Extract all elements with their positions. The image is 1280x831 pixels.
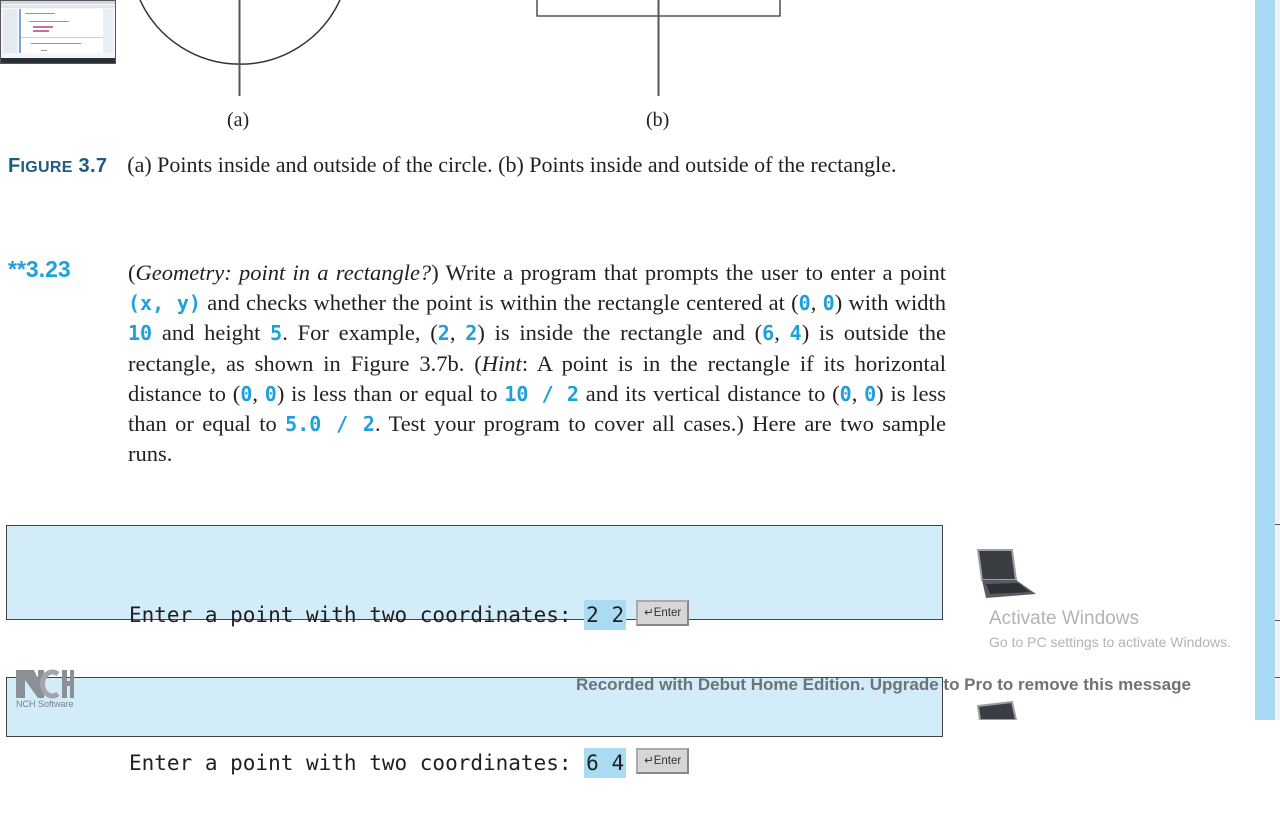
body-text: ) with width [834, 290, 947, 316]
code-literal: 4 [789, 321, 802, 346]
edge-divider [1275, 677, 1280, 678]
body-text: : A point is in the rectangle if its horizontal distance to ( [128, 350, 946, 406]
body-text: ) Write a program that prompts the user to enter a point [431, 260, 946, 285]
run-2-prompt: Enter a point with two coordinates: [129, 751, 585, 775]
exercise-text [128, 258, 946, 469]
edge-divider [1275, 524, 1280, 525]
laptop-icon [972, 548, 1040, 600]
figure-label-b: (b) [646, 109, 670, 131]
exercise-number: **3.23 [8, 256, 71, 282]
body-text: and its vertical distance to ( [578, 380, 840, 406]
desktop-edge-strip [1255, 0, 1275, 720]
body-text: , [810, 290, 823, 316]
code-literal: 0 [798, 291, 811, 316]
body-text: , [449, 320, 466, 346]
italic-text: Hint [481, 350, 522, 376]
circle-diagram [140, 0, 340, 96]
code-literal: 0 [864, 381, 877, 406]
edge-divider [1275, 620, 1280, 621]
enter-key-icon: ↵Enter [636, 600, 689, 626]
code-literal: 0 [822, 291, 835, 316]
italic-text: Geometry: point in a rectangle? [135, 260, 432, 285]
figure-number: FIGURE 3.7 [8, 155, 108, 177]
code-literal: 10 / 2 [504, 381, 579, 406]
laptop-icon-2 [972, 700, 1022, 720]
body-text: ( [128, 260, 136, 285]
nch-company-label: NCH Software [16, 699, 74, 709]
body-text: and checks whether the point is within the rectangle centered at ( [200, 290, 799, 316]
figure-caption [8, 150, 938, 183]
code-literal: 5.0 / 2 [285, 412, 375, 437]
run-1-prompt-line [129, 602, 689, 629]
code-literal: 2 [437, 321, 450, 346]
enter-key-icon: ↵Enter [636, 748, 689, 774]
code-literal: (x, y) [128, 291, 201, 316]
code-literal: 0 [240, 381, 253, 406]
adjacent-window-edge [1275, 0, 1280, 720]
body-text: , [851, 380, 865, 406]
body-text: , [252, 380, 265, 406]
code-literal: 0 [839, 381, 852, 406]
figure-3-7-drawing [0, 0, 1280, 110]
run-1-input: 2 2 [584, 600, 626, 630]
code-literal: 0 [264, 381, 277, 406]
run-2-prompt-line [129, 750, 689, 777]
caption-text: (a) Points inside and outside of the circle. (b) Points inside and outside of the rectangle. [127, 152, 897, 177]
body-text: . Test your program to cover all cases.) Here are two sample runs. [128, 411, 946, 467]
body-text: ) is less than or equal to [128, 380, 946, 437]
body-text: ) is outside the rectangle, as shown in Figure 3.7b. ( [128, 320, 947, 376]
body-text: , [774, 320, 790, 346]
recording-watermark: Recorded with Debut Home Edition. Upgrade to Pro to remove this message [576, 675, 1191, 694]
run-2-input: 6 4 [584, 748, 626, 778]
code-literal: 2 [465, 321, 478, 346]
body-text: ) is less than or equal to [276, 380, 505, 406]
code-literal: 6 [762, 321, 775, 346]
activate-windows-subtitle: Go to PC settings to activate Windows. [989, 634, 1231, 650]
sample-run-1 [6, 525, 943, 627]
body-text: and height [152, 320, 271, 346]
code-literal: 10 [128, 321, 153, 346]
figure-label-a: (a) [227, 109, 250, 131]
activate-windows-title: Activate Windows [989, 608, 1139, 629]
rectangle-diagram [537, 0, 780, 96]
body-text: . For example, ( [282, 320, 438, 346]
run-1-prompt: Enter a point with two coordinates: [129, 603, 585, 627]
code-literal: 5 [270, 321, 283, 346]
body-text: ) is inside the rectangle and ( [477, 320, 763, 346]
